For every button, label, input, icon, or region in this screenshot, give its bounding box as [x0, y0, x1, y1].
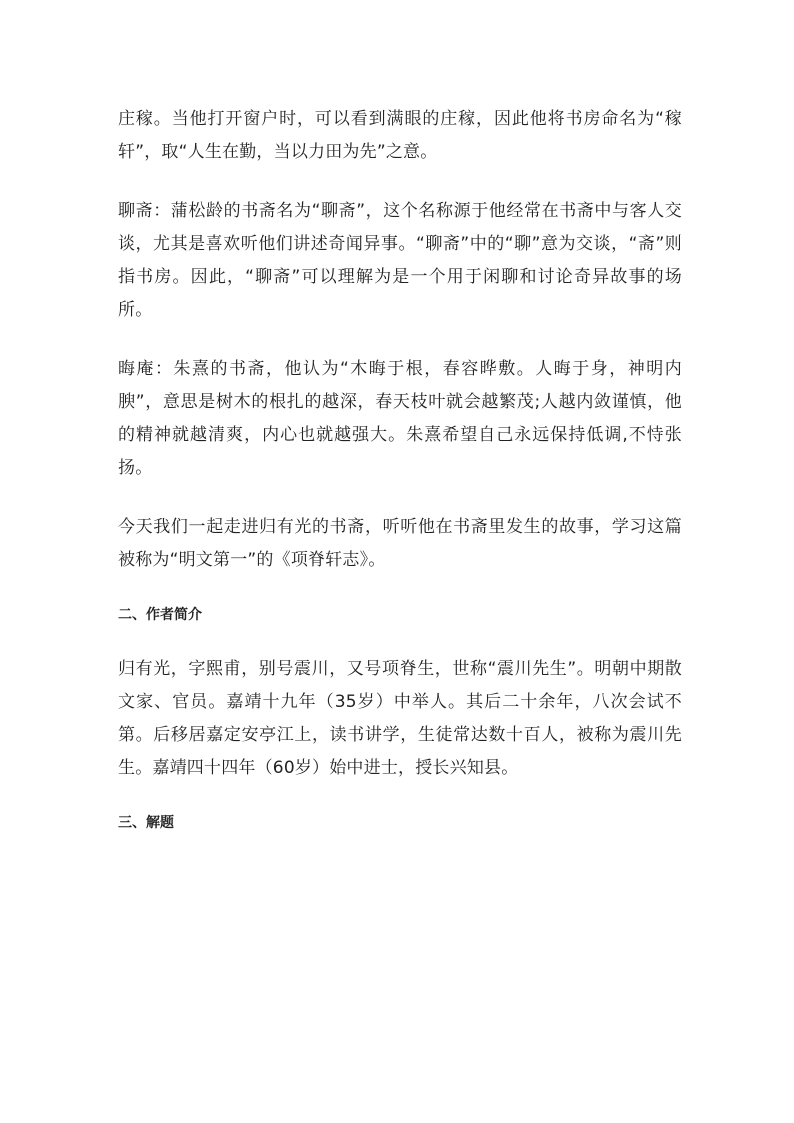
paragraph-author-bio: 归有光，字熙甫，别号震川，又号项脊生，世称“震川先生”。明朝中期散文家、官员。嘉靖十九年（35岁）中举人。其后二十余年，八次会试不第。后移居嘉定安亭江上，读书讲学，生徒常达数十百人，被称为震川先生。嘉靖四十四年（60岁）始中进士，授长兴知县。 [118, 659, 682, 778]
paragraph-huian: 晦庵：朱熹的书斋，他认为“木晦于根，春容晔敷。人晦于身，神明内腴”，意思是树木的根扎的越深，春天枝叶就会越繁茂;人越内敛谨慎，他的精神就越清爽，内心也就越强大。朱熹希望自己永远保持低调,不恃张扬。 [118, 359, 682, 478]
paragraph-jiaxuan: 庄稼。当他打开窗户时，可以看到满眼的庄稼，因此他将书房命名为“稼轩”，取“人生在勤，当以力田为先”之意。 [118, 109, 682, 162]
paragraph-intro: 今天我们一起走进归有光的书斋，听听他在书斋里发生的故事，学习这篇被称为“明文第一”的《项脊轩志》。 [118, 517, 682, 570]
section-heading-title-explanation: 三、解题 [118, 815, 174, 831]
document-content [118, 103, 682, 861]
paragraph-liaozhai: 聊斋：蒲松龄的书斋名为“聊斋”，这个名称源于他经常在书斋中与客人交谈，尤其是喜欢听他们讲述奇闻异事。“聊斋”中的“聊”意为交谈，“斋”则指书房。因此，“聊斋”可以理解为是一个用于闲聊和讨论奇异故事的场所。 [118, 201, 682, 320]
section-heading-author: 二、作者简介 [118, 607, 202, 623]
